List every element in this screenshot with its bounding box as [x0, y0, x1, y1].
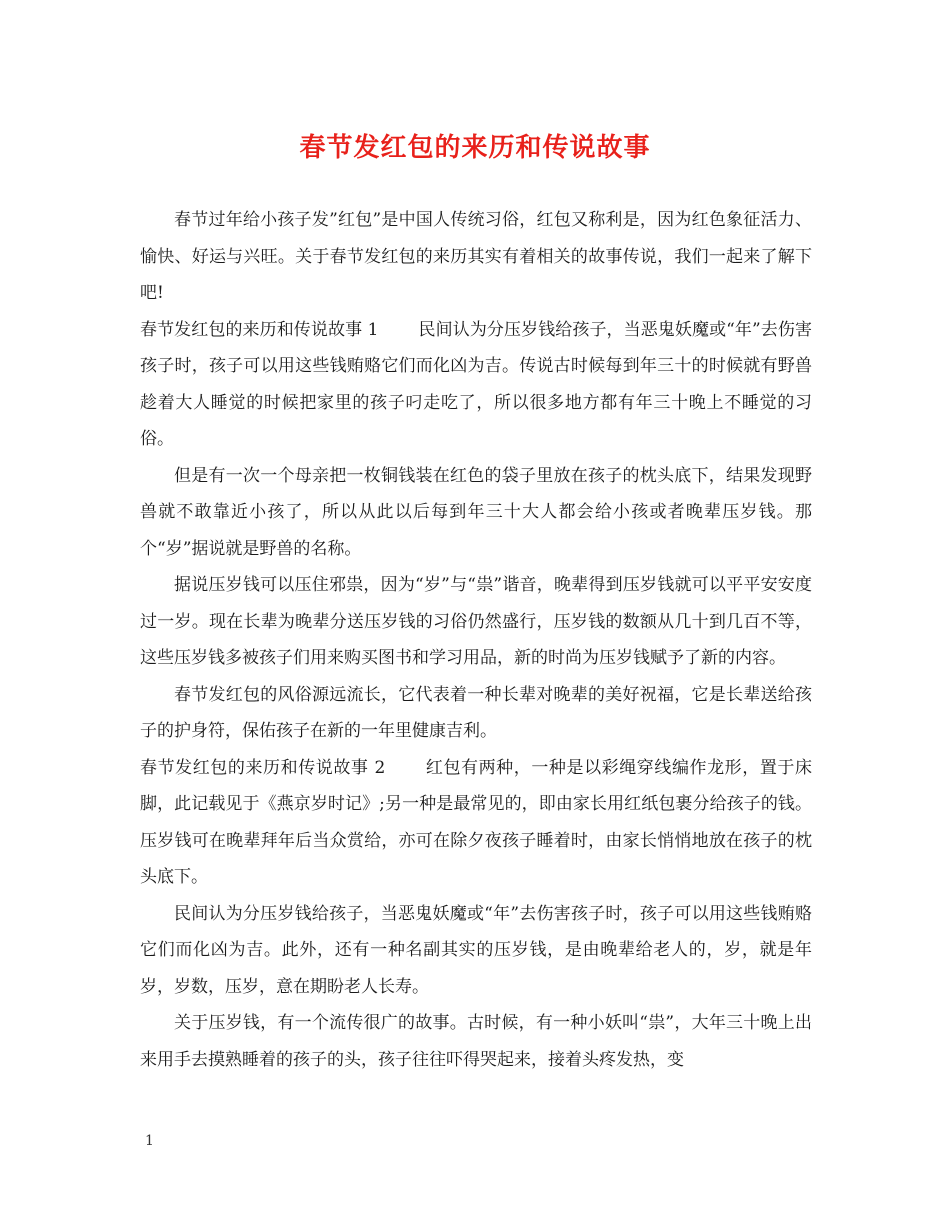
paragraph-8: 关于压岁钱，有一个流传很广的故事。古时候，有一种小妖叫“祟”，大年三十晚上出来用手去摸熟睡着的孩子的头，孩子往往吓得哭起来，接着头疼发热，变 [140, 1013, 812, 1070]
paragraph-3: 但是有一次一个母亲把一枚铜钱装在红色的袋子里放在孩子的枕头底下，结果发现野兽就不敢靠近小孩了，所以从此以后每到年三十大人都会给小孩或者晚辈压岁钱。那个“岁”据说就是野兽的名称。 [140, 465, 812, 559]
paragraph-4: 据说压岁钱可以压住邪祟，因为“岁”与“祟”谐音，晚辈得到压岁钱就可以平平安安度过一岁。现在长辈为晚辈分送压岁钱的习俗仍然盛行，压岁钱的数额从几十到几百不等，这些压岁钱多被孩子们用来购买图书和学习用品，新的时尚为压岁钱赋予了新的内容。 [140, 575, 812, 668]
paragraph-story-2 [140, 750, 812, 896]
paragraph-7: 民间认为分压岁钱给孩子，当恶鬼妖魔或“年”去伤害孩子时，孩子可以用这些钱贿赂它们而化凶为吉。此外，还有一种名副其实的压岁钱，是由晚辈给老人的，岁，就是年岁，岁数，压岁，意在期盼老人长寿。 [140, 903, 812, 997]
paragraph-5: 春节发红包的风俗源远流长，它代表着一种长辈对晚辈的美好祝福，它是长辈送给孩子的护身符，保佑孩子在新的一年里健康吉利。 [140, 684, 812, 741]
page-number: 1 [145, 1133, 154, 1149]
document-body [140, 202, 812, 1078]
story-1-heading: 春节发红包的来历和传说故事 1 [140, 319, 379, 340]
paragraph-story-1 [140, 312, 812, 458]
story-1-text: 民间认为分压岁钱给孩子，当恶鬼妖魔或“年”去伤害孩子时，孩子可以用这些钱贿赂它们而化凶为吉。传说古时候每到年三十的时候就有野兽趁着大人睡觉的时候把家里的孩子叼走吃了，所以很多地方都有年三十晚上不睡觉的习俗。 [140, 319, 812, 449]
story-2-heading: 春节发红包的来历和传说故事 2 [140, 757, 386, 778]
story-2-text: 红包有两种，一种是以彩绳穿线编作龙形，置于床脚，此记载见于《燕京岁时记》;另一种是最常见的，即由家长用红纸包裹分给孩子的钱。压岁钱可在晚辈拜年后当众赏给，亦可在除夕夜孩子睡着时，由家长悄悄地放在孩子的枕头底下。 [140, 757, 812, 887]
paragraph-intro: 春节过年给小孩子发”红包”是中国人传统习俗，红包又称利是，因为红色象征活力、愉快、好运与兴旺。关于春节发红包的来历其实有着相关的故事传说，我们一起来了解下吧! [140, 210, 812, 303]
document-title: 春节发红包的来历和传说故事 [299, 133, 651, 163]
